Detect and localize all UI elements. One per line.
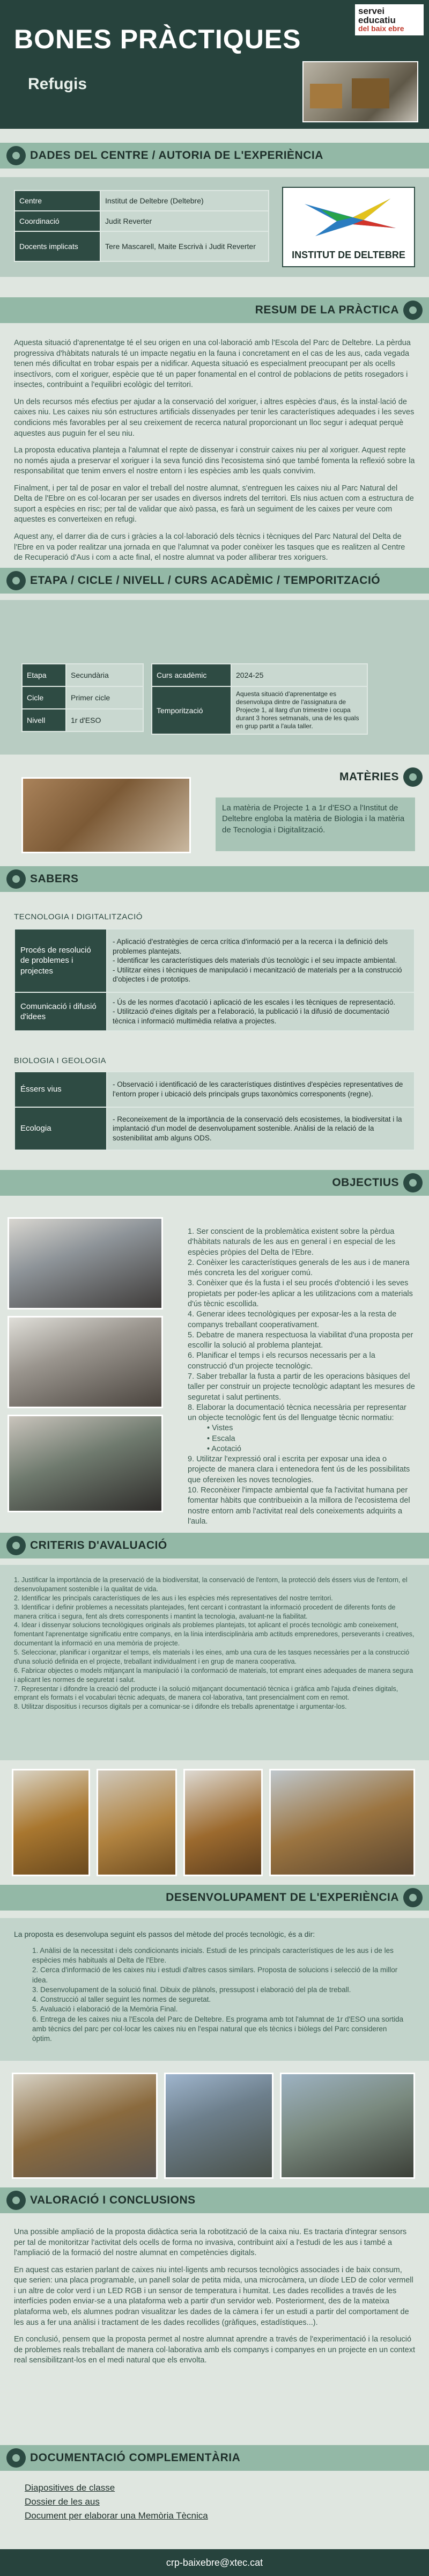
- saber-label: Comunicació i difusió d'idees: [14, 992, 107, 1031]
- list-item: 3. Desenvolupament de la solució final. Dibuix de plànols, pressupost i elaboració del pla de treball.: [32, 1985, 351, 1994]
- curs-table: [151, 663, 368, 735]
- resum-paragraph: Finalment, i per tal de posar en valor el treball del nostre alumnat, s'entreguen les caixes niu al Parc Natural del Delta de l'Ebre on es col·locaran per ser usades en diversos indrets del territori. Els nius actuen com a estructura de suport a espècies en risc; per tal de validar que això passa, es farà un seguiment de les caixes per veure com aquestes es converteixen en refugi.: [14, 484, 414, 524]
- servei-educatiu-logo: [355, 4, 424, 35]
- gear-icon: [403, 1888, 423, 1907]
- saber-label: Procés de resolució de problemes i projectes: [14, 929, 107, 992]
- gear-icon: [403, 1173, 423, 1192]
- activity-photo: [280, 2073, 415, 2179]
- etapa-table: [21, 663, 144, 732]
- footer: [0, 2549, 429, 2576]
- docents-value: Tere Mascarell, Maite Escrivà i Judit Reverter: [100, 231, 269, 261]
- centre-value: Institut de Deltebre (Deltebre): [100, 191, 269, 211]
- desenvolupament-list: [32, 1946, 408, 2044]
- resum-paragraph: La proposta educativa planteja a l'alumnat el repte de dissenyar i construir caixes niu per al xoriguer. Aquest repte no només ajuda a preservar el xoriguer i la seva funció dins l'ecosistema sinó que també fomenta la reflexió sobre la responsabilitat que tenim envers el nostre entorn i les espècies amb les quals convivim.: [14, 446, 415, 476]
- list-item: 4. Generar idees tecnològiques per exposar-les a la resta de companys treballant cooperativament.: [188, 1310, 397, 1329]
- gear-icon: [6, 2191, 26, 2210]
- logo-line-2: educatiu: [358, 15, 396, 25]
- bird-logo-icon: [283, 188, 414, 247]
- section-documentacio-bar: [0, 2445, 429, 2471]
- section-criteris-bar: [0, 1533, 429, 1558]
- birdhouse-photo: [12, 1769, 90, 1876]
- table-row: [152, 686, 367, 734]
- resum-paragraph: Un dels recursos més efectius per ajudar a la conservació del xoriguer, i altres espècies d'aus, és la instal·lació de caixes niu. Les caixes niu són estructures artificials dissenyades per tenir les característiques adequades i les seves condicions més favorables per al seu creixement de recerca natural proporcionant un lloc segur i adequat perquè aquestes aus puguin fer el seu niu.: [14, 397, 415, 438]
- section-objectius-bar: [0, 1170, 429, 1196]
- valoracio-paragraph: Una possible ampliació de la proposta didàctica seria la robotització de la caixa niu. Es tractaria d'integrar sensors per tal de monitoritzar l'activitat dels ocells de forma no invasiva, contribuint així a l'estudi de les aus i també a l'ampliació de la formació del nostre alumnat en competències digitals.: [14, 2228, 407, 2258]
- objectius-photo: [8, 1217, 163, 1309]
- list-item: • Vistes: [207, 1424, 233, 1433]
- list-item: 8. Utilitzar dispositius i recursos digitals per a comunicar-se i difondre els treballs aprenentatge i argumentar-los.: [14, 1703, 347, 1711]
- birdhouse-photo: [97, 1769, 177, 1876]
- desenvolupament-panel: [0, 1918, 429, 2061]
- section-etapa-bar: [0, 568, 429, 594]
- list-item: 1. Anàlisi de la necessitat i dels condicionants inicials. Estudi de les principals característiques de les aus i de les espècies més habituals al Delta de l'Ebre.: [32, 1946, 394, 1965]
- list-item: 2. Cerca d'informació de les caixes niu i estudi d'altres casos similars. Proposta de solucions i selecció de la millor idea.: [32, 1966, 398, 1984]
- table-row: [22, 709, 143, 731]
- cicle-value: Primer cicle: [66, 686, 143, 709]
- section-dades-bar: [0, 143, 429, 169]
- gear-icon: [6, 146, 26, 165]
- table-row: [22, 686, 143, 709]
- list-item: 7. Representar i difondre la creació del producte i la solució mitjançant documentació tècnica i gràfica amb l'ajuda d'eines digitals, emprant els formats i el vocabulari tècnic adequats, de manera col·laborativa, tant presencialment com en remot.: [14, 1685, 398, 1702]
- cicle-label: Cicle: [22, 686, 66, 709]
- section-title: DOCUMENTACIÓ COMPLEMENTÀRIA: [30, 2451, 241, 2464]
- section-title: RESUM DE LA PRÀCTICA: [255, 304, 399, 316]
- temporitzacio-label: Temporització: [152, 686, 231, 734]
- saber-value: - Ús de les normes d'acotació i aplicació de les escales i les tècniques de representació. - Utilització d'eines digitals per a l'elaboració, la publicació i la difusió de documentació tècnica i informació multimèdia relativa a projectes.: [107, 992, 415, 1031]
- gear-icon: [6, 571, 26, 590]
- section-title: DADES DEL CENTRE / AUTORIA DE L'EXPERIÈNCIA: [30, 149, 323, 162]
- header-photo: [302, 61, 418, 122]
- docents-label: Docents implicats: [14, 231, 100, 261]
- coordinacio-value: Judit Reverter: [100, 211, 269, 231]
- saber-label: Ecologia: [14, 1107, 107, 1150]
- nivell-value: 1r d'ESO: [66, 709, 143, 731]
- objectius-photo: [8, 1316, 163, 1408]
- sabers-group-title: BIOLOGIA I GEOLOGIA: [14, 1056, 107, 1065]
- list-item: 6. Fabricar objectes o models mitjançant la manipulació i la conformació de materials, tot emprant eines adequades de manera segura i aplicant les normes de seguretat i salut.: [14, 1666, 413, 1684]
- sabers-group-title: TECNOLOGIA I DIGITALITZACIÓ: [14, 912, 143, 921]
- list-item: 6. Entrega de les caixes niu a l'Escola del Parc de Deltebre. Es programa amb tot l'alumnat de 1r d'ESO una sortida amb tècnics del parc per col·locar les caixes niu en l'espai natural que els tècnics i biòlegs del Parc consideren òptim.: [32, 2015, 404, 2043]
- curs-label: Curs acadèmic: [152, 664, 231, 686]
- footer-email[interactable]: crp-baixebre@xtec.cat: [166, 2557, 263, 2568]
- list-item: 6. Planificar el temps i els recursos necessaris per a la construcció d'un projecte tecnològic.: [188, 1351, 375, 1371]
- header: [0, 0, 429, 129]
- table-row: [152, 664, 367, 686]
- photo-birdhouse: [310, 84, 342, 108]
- birdhouse-photo: [269, 1769, 415, 1876]
- list-item: • Escala: [207, 1434, 235, 1443]
- list-item: 8. Elaborar la documentació tècnica necessària per representar un objecte tecnològic fent ús del llenguatge tècnic normatiu:: [188, 1403, 406, 1423]
- valoracio-paragraph: En aquest cas estarien parlant de caixes niu intel·ligents amb recursos tecnològics associades i de baix consum, que serien: una placa programable, un panell solar de petita mida, una microcàmera, un díode LED de color vermell i un altre de color verd i un LED RGB i un sensor de temperatura i humitat. Les dades recollides a través de les interfícies poden enviar-se a una plataforma web a partir d'un servidor web. Posteriorment, des de la mateixa plataforma web, els alumnes podran visualitzar les dades de la càmera i fer un estudi a partir del comportament de les aus a fer una anàlisi i tractament de les dades recollides (gràfiques, estadístiques...).: [14, 2265, 413, 2327]
- list-item: • Acotació: [207, 1444, 241, 1453]
- desenvolupament-intro: La proposta es desenvolupa seguint els passos del mètode del procés tecnològic, és a dir:: [14, 1930, 315, 1938]
- valoracio-text: [14, 2227, 415, 2373]
- list-item: 2. Conèixer les característiques generals de les aus i de manera més concreta les del xoriguer comú.: [188, 1258, 410, 1278]
- materies-photo: [21, 777, 191, 853]
- list-item: 4. Idear i dissenyar solucions tecnològiques originals als problemes plantejats, tot aplicant el procés tecnològic amb coneixement, fomentant l'aprenentatge significatiu entre companys, en la línia interdisciplinària amb actituds emprenedores, perseverants i creatives, documentant la informació en una memòria de projecte.: [14, 1621, 415, 1648]
- gear-icon: [6, 2448, 26, 2468]
- objectius-photo: [8, 1415, 163, 1512]
- section-valoracio-bar: [0, 2187, 429, 2213]
- table-row: [14, 992, 415, 1031]
- curs-value: 2024-25: [231, 664, 367, 686]
- section-title: OBJECTIUS: [332, 1176, 399, 1189]
- list-item: 7. Saber treballar la fusta a partir de les operacions bàsiques del taller per construir un projecte tecnològic adaptant les mesures de seguretat i salut pertinents.: [188, 1372, 415, 1402]
- table-row: [14, 1072, 415, 1107]
- table-row: [14, 929, 415, 992]
- birdhouse-photo: [183, 1769, 263, 1876]
- sabers-tecnologia-table: [14, 928, 415, 1031]
- dades-panel: [0, 177, 429, 277]
- documentacio-links: [25, 2483, 208, 2524]
- resum-paragraph: Aquest any, el darrer dia de curs i gràcies a la col·laboració dels tècnics i tècniques del Parc Natural del Delta de l'Ebre en va poder realitzar una jornada en que l'alumnat va poder conèixer les tasques que es realitzen al Centre de Recuperació d'Aus i com a acte final, el nostre alumnat va poder alliberar tres xoriguers.: [14, 532, 405, 562]
- saber-value: - Observació i identificació de les característiques distintives d'espècies representatives de l'entorn proper i ubicació dels principals grups taxonòmics corresponents (regne).: [107, 1072, 415, 1107]
- list-item: 1. Ser conscient de la problemàtica existent sobre la pèrdua d'hàbitats naturals de les aus en general i en especial de les espècies pròpies del Delta de l'Ebre.: [188, 1227, 396, 1257]
- coordinacio-label: Coordinació: [14, 211, 100, 231]
- page-subtitle: Refugis: [28, 75, 87, 93]
- etapa-panel: [0, 600, 429, 755]
- list-item: 1. Justificar la importància de la preservació de la biodiversitat, la conservació de l'entorn, la protecció dels éssers vius de l'entorn, el desenvolupament sostenible i la qualitat de vida.: [14, 1576, 408, 1593]
- list-item: 10. Reconèixer l'impacte ambiental que fa l'activitat humana per fomentar hàbits que contribueixin a la millora de l'ecosistema del nostre entorn amb l'activitat real dels coneixements adquirits a l'aula.: [188, 1486, 410, 1526]
- institut-logo: [282, 187, 415, 267]
- saber-label: Éssers vius: [14, 1072, 107, 1107]
- link-dossier-aus[interactable]: Dossier de les aus: [25, 2497, 100, 2507]
- criteris-panel: [0, 1565, 429, 1760]
- section-sabers-bar: [0, 866, 429, 892]
- photo-birdhouse: [352, 78, 389, 108]
- section-title: VALORACIÓ I CONCLUSIONS: [30, 2194, 196, 2206]
- table-row: [14, 1107, 415, 1150]
- section-desenvolupament-bar: [0, 1885, 429, 1911]
- section-title: DESENVOLUPAMENT DE L'EXPERIÈNCIA: [166, 1891, 399, 1904]
- table-row: [14, 211, 269, 231]
- gear-icon: [6, 1536, 26, 1555]
- centre-table: [14, 190, 269, 262]
- page-title: BONES PRÀCTIQUES: [14, 24, 301, 54]
- list-item: 3. Conèixer que és la fusta i el seu procés d'obtenció i les seves propietats per poder-les aplicar a les utilitzacions com a materials d'ús tècnic escollida.: [188, 1279, 413, 1308]
- materies-text: La matèria de Projecte 1 a 1r d'ESO a l'Institut de Deltebre engloba la matèria de Biologia i la matèria de Tecnologia i Digitalització.: [216, 797, 415, 851]
- gear-icon: [403, 301, 423, 320]
- institut-logo-name: INSTITUT DE DELTEBRE: [292, 250, 405, 260]
- section-title: ETAPA / CICLE / NIVELL / CURS ACADÈMIC / TEMPORITZACIÓ: [30, 574, 381, 587]
- activity-photo: [12, 2073, 158, 2179]
- etapa-value: Secundària: [66, 664, 143, 686]
- link-diapositives[interactable]: Diapositives de classe: [25, 2483, 115, 2493]
- table-row: [14, 231, 269, 261]
- section-title: SABERS: [30, 873, 79, 885]
- list-item: 4. Construcció al taller seguint les normes de seguretat.: [32, 1995, 211, 2004]
- centre-label: Centre: [14, 191, 100, 211]
- nivell-label: Nivell: [22, 709, 66, 731]
- criteris-list: [14, 1576, 415, 1711]
- objectius-list: [188, 1227, 416, 1527]
- table-row: [22, 664, 143, 686]
- logo-line-3: del baix ebre: [358, 24, 404, 33]
- valoracio-paragraph: En conclusió, pensem que la proposta permet al nostre alumnat aprendre a través de l'experimentació i la resolució de problemes reals treballant de manera col·laborativa amb els companys i companyes en un projecte en un context real sensibilitzant-los en el medi natural que els envolta.: [14, 2335, 415, 2365]
- list-item: 9. Utilitzar l'expressió oral i escrita per exposar una idea o projecte de manera clara i entenedora fent ús de les possibilitats que ofereixen les noves tecnologies.: [188, 1455, 410, 1484]
- list-item: 2. Identificar les principals característiques de les aus i les espècies més representatives del nostre territori.: [14, 1594, 333, 1602]
- list-item: 5. Debatre de manera respectuosa la viabilitat d'una proposta per escollir la solució al problema plantejat.: [188, 1330, 413, 1350]
- saber-value: - Aplicació d'estratègies de cerca crítica d'informació per a la recerca i la definició dels problemes plantejats. - Identificar les característiques dels materials d'ús tecnològic i el seu impacte ambiental. - Utilitzar eines i tècniques de manipulació i mecanització de materials per a la construcció d'objectes i de prototips.: [107, 929, 415, 992]
- section-resum-bar: [0, 297, 429, 323]
- activity-photo: [164, 2073, 273, 2179]
- table-row: [14, 191, 269, 211]
- sabers-biologia-table: [14, 1071, 415, 1151]
- saber-value: - Reconeixement de la importància de la conservació dels ecosistemes, la biodiversitat i la implantació d'un model de desenvolupament sostenible. Anàlisi de la relació de la sostenibilitat amb alguns ODS.: [107, 1107, 415, 1150]
- logo-line-1: servei: [358, 6, 385, 16]
- temporitzacio-value: Aquesta situació d'aprenentatge es desenvolupa dintre de l'assignatura de Projecte 1, al llarg d'un trimestre i ocupa durant 3 hores setmanals, una de les quals en grup partit a l'aula taller.: [231, 686, 367, 734]
- list-item: 3. Identificar i definir problemes a necessitats plantejades, fent cercant i contrastant la informació procedent de diferents fonts de manera crítica i segura, fent als drets corresponents i mantint la tecnologia, avaluant-ne la fiabilitat.: [14, 1603, 396, 1620]
- resum-paragraph: Aquesta situació d'aprenentatge té el seu origen en una col·laboració amb l'Escola del Parc de Deltebre. La pèrdua progressiva d'hàbitats naturals té un impacte negatiu en la fauna i concretament en el cas de les aus, cada vegada tenen més dificultat en trobar espais per a nidificar. Aquesta situació es especialment preocupant per als ocells insectívors, com el xoriguer, espècie que té un paper fonamental en el control de poblacions de petits rosegadors i insectes, contribuint a l'equilibri ecològic del territori.: [14, 339, 411, 390]
- list-item: 5. Seleccionar, planificar i organitzar el temps, els materials i les eines, amb una cura de les tasques necessàries per a la construcció d'una solució definida en el projecte, treballant individualment i en grup de manera cooperativa.: [14, 1649, 410, 1665]
- gear-icon: [6, 869, 26, 889]
- section-title: MATÈRIES: [339, 771, 399, 783]
- section-title: CRITERIS D'AVALUACIÓ: [30, 1539, 167, 1552]
- link-memoria-tecnica[interactable]: Document per elaborar una Memòria Tècnica: [25, 2511, 208, 2521]
- resum-text: [14, 338, 415, 570]
- etapa-label: Etapa: [22, 664, 66, 686]
- list-item: 5. Avaluació i elaboració de la Memòria Final.: [32, 2005, 178, 2014]
- gear-icon: [403, 767, 423, 787]
